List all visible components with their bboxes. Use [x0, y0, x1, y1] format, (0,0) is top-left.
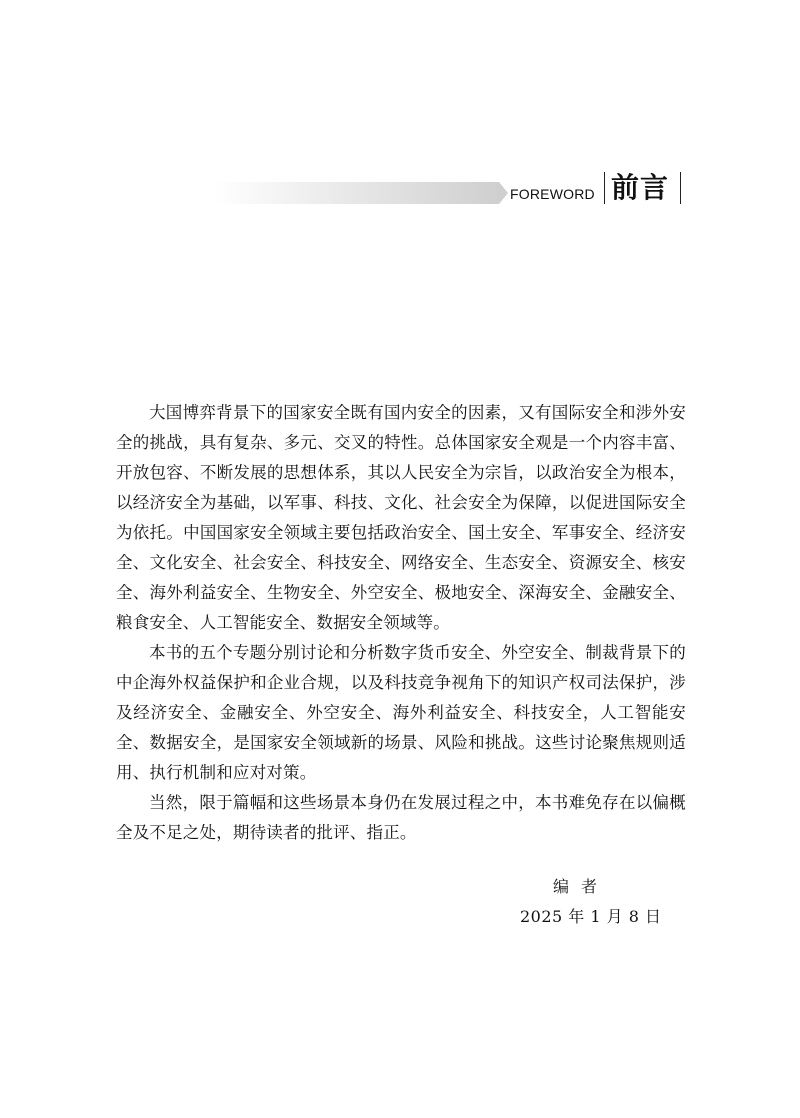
signature-date: 2025 年 1 月 8 日 [520, 907, 662, 926]
paragraph-1: 大国博弈背景下的国家安全既有国内安全的因素，又有国际安全和涉外安全的挑战，具有复杂、多元、交叉的特性。总体国家安全观是一个内容丰富、开放包容、不断发展的思想体系，其以人民安全为宗旨，以政治安全为根本，以经济安全为基础，以军事、科技、文化、社会安全为保障，以促进国际安全为依托。中国国家安全领域主要包括政治安全、国土安全、军事安全、经济安全、文化安全、社会安全、科技安全、网络安全、生态安全、资源安全、核安全、海外利益安全、生物安全、外空安全、极地安全、深海安全、金融安全、粮食安全、人工智能安全、数据安全领域等。 [116, 403, 686, 632]
header-foreword-label: FOREWORD [510, 186, 595, 202]
foreword-body [116, 398, 686, 848]
header-gradient-band [215, 182, 499, 204]
author-signature: 编者 [553, 877, 610, 896]
paragraph-2: 本书的五个专题分别讨论和分析数字货币安全、外空安全、制裁背景下的中企海外权益保护和企业合规，以及科技竞争视角下的知识产权司法保护，涉及经济安全、金融安全、外空安全、海外利益安全、科技安全，人工智能安全、数据安全，是国家安全领域新的场景、风险和挑战。这些讨论聚焦规则适用、执行机制和应对对策。 [116, 643, 686, 782]
page-title: 前言 [611, 171, 670, 204]
paragraph-3: 当然，限于篇幅和这些场景本身仍在发展过程之中，本书难免存在以偏概全及不足之处，期待读者的批评、指正。 [116, 793, 686, 842]
header-divider-right [680, 172, 681, 204]
header-divider-left [604, 172, 605, 204]
header-arrow-icon [499, 182, 508, 204]
